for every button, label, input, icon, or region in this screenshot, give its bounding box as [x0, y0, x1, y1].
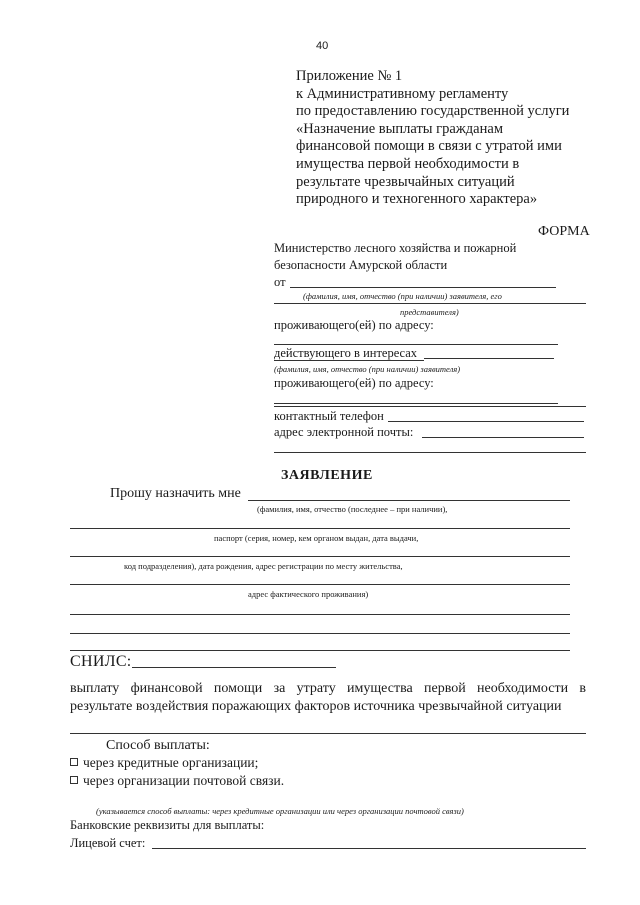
option-post[interactable] — [70, 773, 284, 789]
account-label: Лицевой счет: — [70, 836, 146, 850]
code-field[interactable] — [70, 556, 570, 557]
from-field[interactable] — [290, 287, 556, 288]
purpose-underline — [70, 733, 586, 734]
checkbox-icon[interactable] — [70, 758, 78, 766]
fio-field[interactable] — [248, 500, 570, 501]
snils-label: СНИЛС: — [70, 653, 132, 670]
appendix-line: результате чрезвычайных ситуаций — [296, 173, 515, 190]
appendix-line: к Административному регламенту — [296, 85, 509, 102]
residing-label-2: проживающего(ей) по адресу: — [274, 376, 434, 390]
residing-label-1: проживающего(ей) по адресу: — [274, 318, 434, 332]
email-label: адрес электронной почты: — [274, 425, 414, 439]
registration-field[interactable] — [70, 584, 570, 585]
code-hint: код подразделения), дата рождения, адрес регистрации по месту жительства, — [124, 561, 403, 571]
from-label: от — [274, 275, 286, 289]
passport-hint: паспорт (серия, номер, кем органом выдан, дата выдачи, — [214, 533, 419, 543]
appendix-line: природного и техногенного характера» — [296, 191, 538, 208]
ministry-line-1: Министерство лесного хозяйства и пожарной — [274, 241, 517, 255]
page-number: 40 — [316, 40, 329, 52]
acting-label: действующего в интересах — [274, 346, 418, 360]
appendix-line: имущества первой необходимости в — [296, 155, 520, 172]
account-field[interactable] — [152, 848, 586, 849]
request-text: Прошу назначить мне — [110, 486, 241, 501]
applicant-extra-line[interactable] — [274, 303, 586, 304]
form-label: ФОРМА — [538, 224, 590, 239]
email-field[interactable] — [422, 437, 584, 438]
option-bank[interactable] — [70, 755, 258, 771]
method-hint: (указывается способ выплаты: через кредитные организации или через организации почтовой связи) — [96, 806, 464, 816]
acting-field[interactable] — [424, 358, 554, 359]
actual-address-field-3[interactable] — [70, 650, 570, 651]
address-field-2[interactable] — [274, 403, 558, 404]
payment-method-label: Способ выплаты: — [106, 738, 210, 753]
checkbox-icon[interactable] — [70, 776, 78, 784]
actual-address-field-1[interactable] — [70, 614, 570, 615]
applicant-hint-2: представителя) — [400, 307, 459, 317]
option-post-label: через организации почтовой связи. — [83, 773, 285, 788]
acting-underline — [274, 360, 424, 361]
option-bank-label: через кредитные организации; — [83, 755, 259, 770]
acting-hint: (фамилия, имя, отчество (при наличии) заявителя) — [274, 364, 461, 374]
snils-field[interactable] — [132, 667, 336, 668]
email-extra-line[interactable] — [274, 452, 586, 453]
actual-address-field-2[interactable] — [70, 633, 570, 634]
appendix-block — [296, 68, 569, 209]
purpose-paragraph: выплату финансовой помощи за утрату имущества первой необходимости в результате воздействия поражающих факторов источника чрезвычайной ситуации — [70, 681, 586, 714]
phone-label: контактный телефон — [274, 409, 384, 423]
application-title: ЗАЯВЛЕНИЕ — [281, 468, 373, 483]
bank-details-label: Банковские реквизиты для выплаты: — [70, 818, 265, 832]
appendix-line: по предоставлению государственной услуги — [296, 103, 570, 120]
ministry-line-2: безопасности Амурской области — [274, 258, 448, 272]
fio-hint: (фамилия, имя, отчество (последнее – при наличии), — [257, 504, 448, 514]
phone-field[interactable] — [388, 421, 584, 422]
address-hint: адрес фактического проживания) — [248, 589, 369, 599]
address-field-1[interactable] — [274, 344, 558, 345]
appendix-line: «Назначение выплаты гражданам — [296, 120, 503, 137]
applicant-hint-1: (фамилия, имя, отчество (при наличии) заявителя, его — [303, 291, 502, 301]
appendix-line: финансовой помощи в связи с утратой ими — [296, 138, 562, 155]
address-field-2b — [274, 406, 586, 407]
appendix-line: Приложение № 1 — [296, 68, 403, 84]
passport-field[interactable] — [70, 528, 570, 529]
